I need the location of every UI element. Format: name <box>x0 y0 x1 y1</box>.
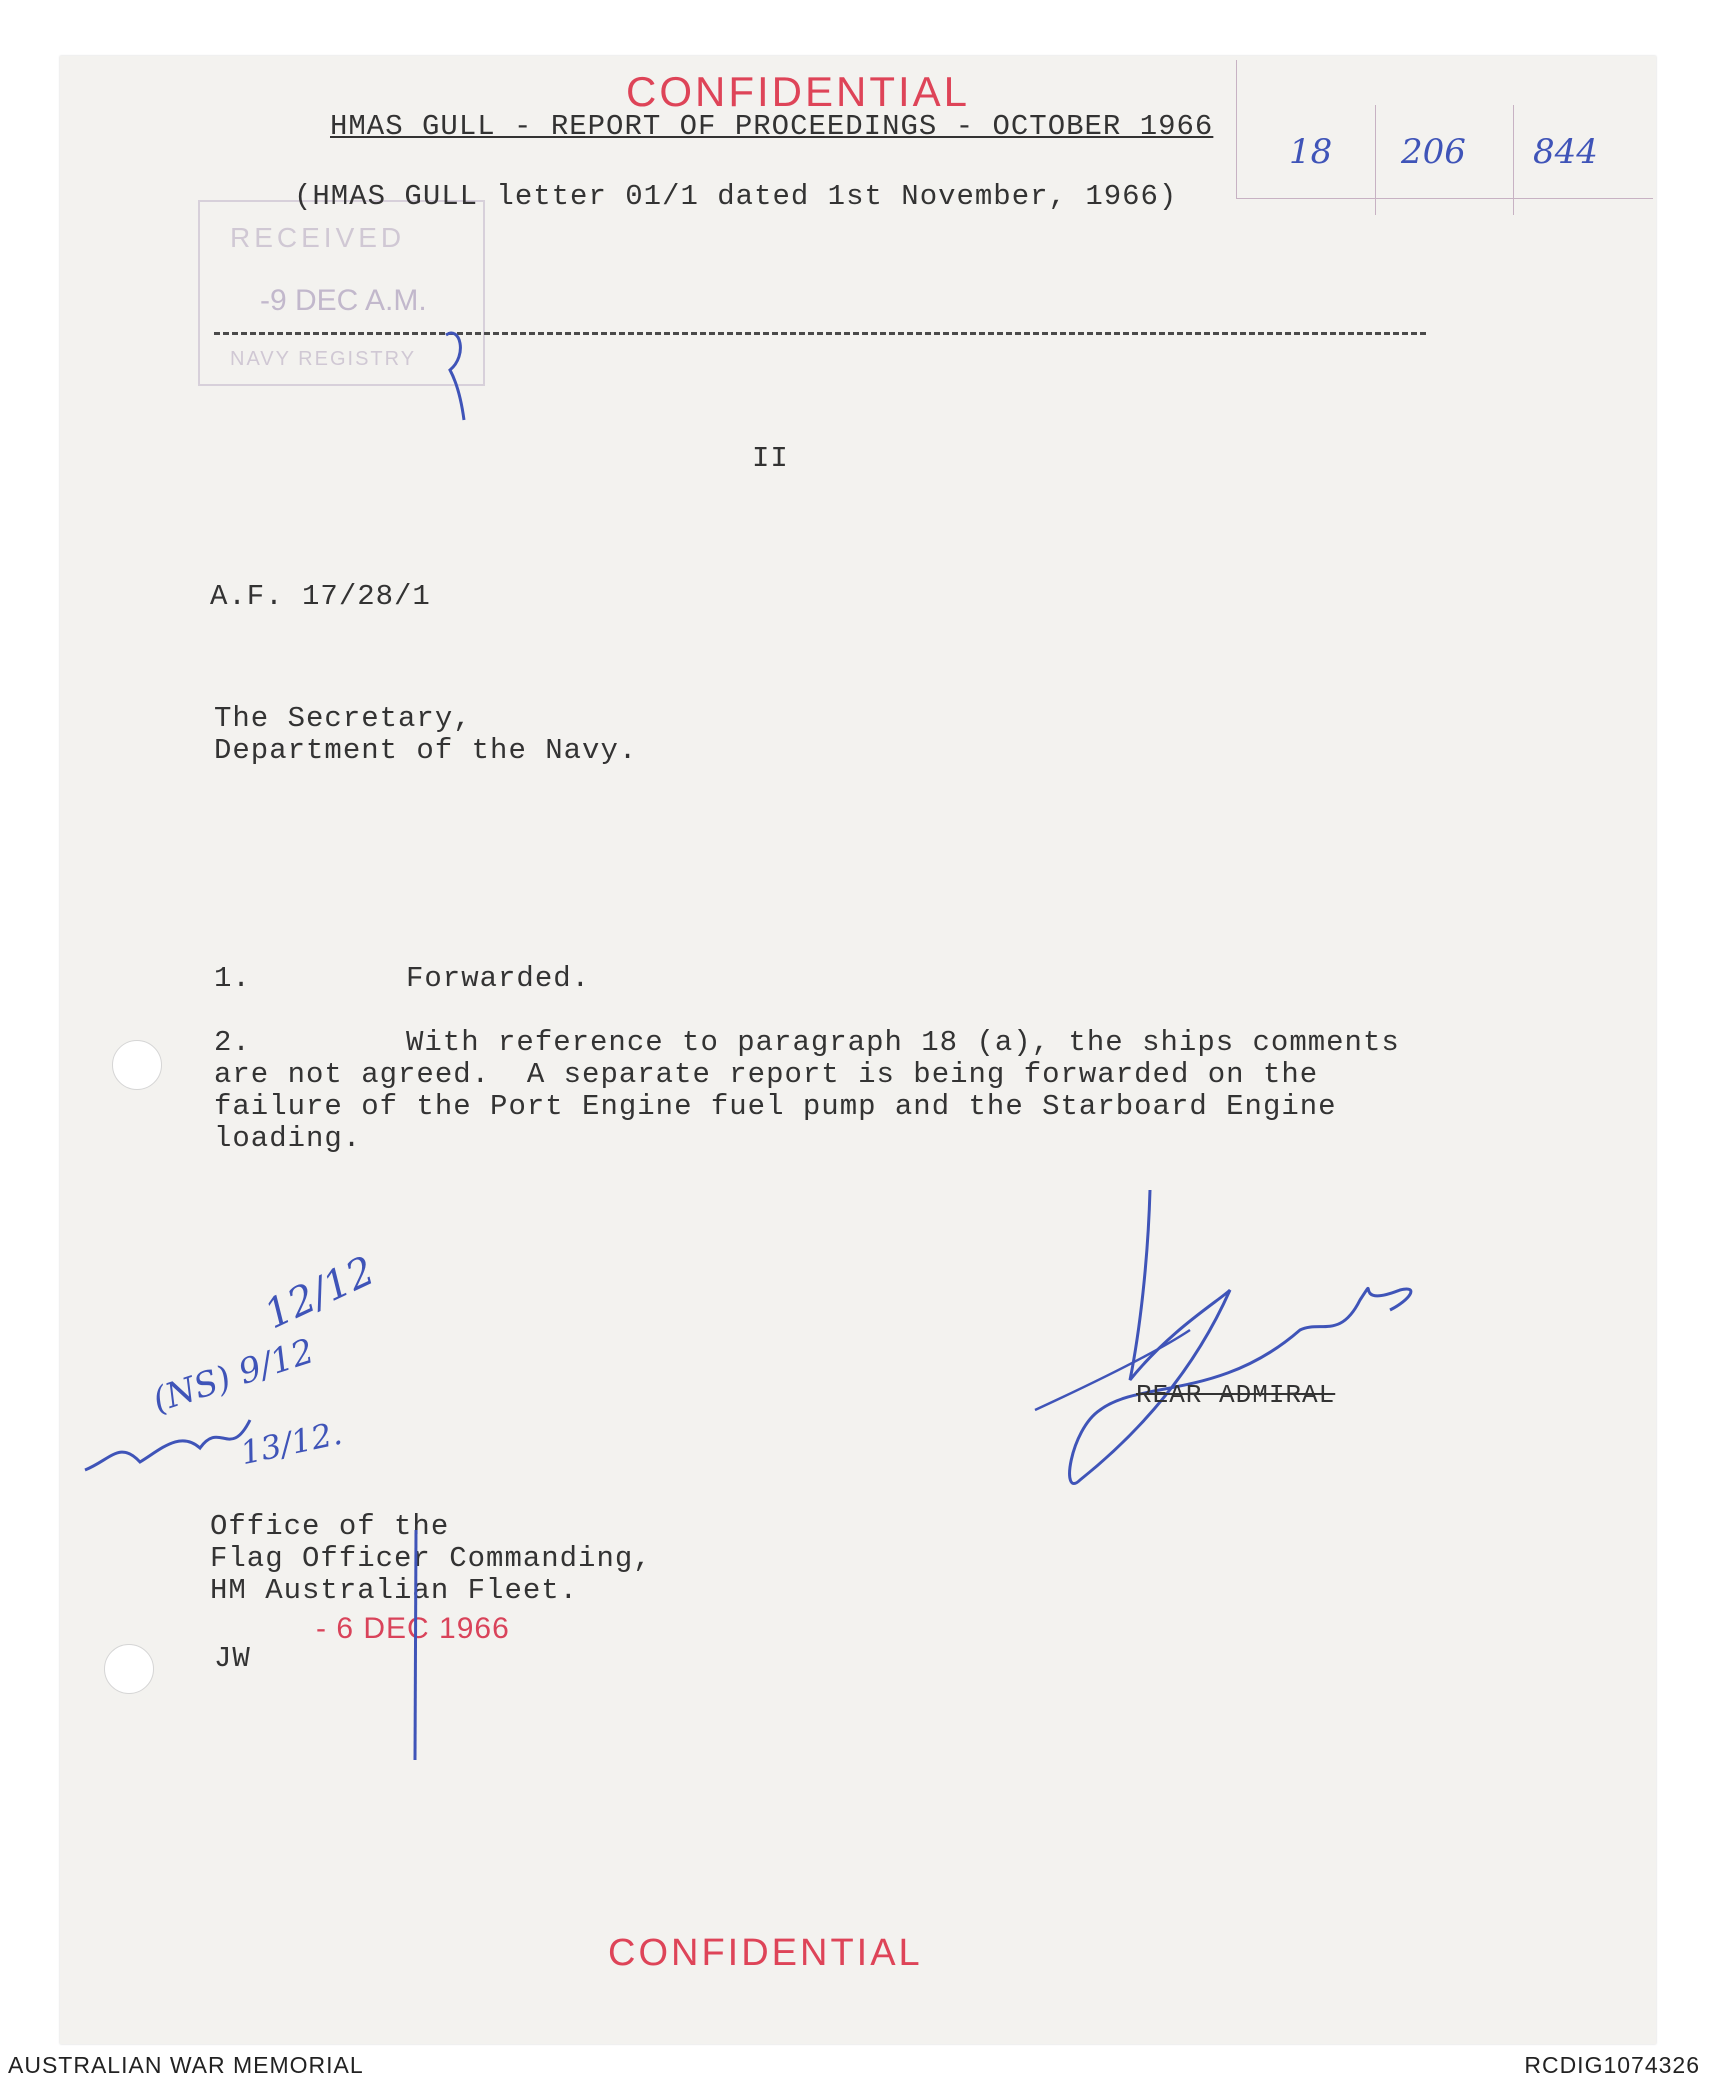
paragraph-2-line: With reference to paragraph 18 (a), the ships comments <box>406 1026 1400 1059</box>
typist-initials: JW <box>214 1642 251 1675</box>
signatory-rank: REAR ADMIRAL <box>1136 1380 1336 1410</box>
confidential-stamp-bottom: CONFIDENTIAL <box>608 1932 923 1974</box>
office-line-3: HM Australian Fleet. <box>210 1574 579 1607</box>
handwritten-annotation-date-3: 13/12. <box>237 1413 346 1473</box>
paragraph-1-text: Forwarded. <box>406 962 591 995</box>
separator-line <box>214 332 1426 335</box>
received-stamp-line-2: -9 DEC A.M. <box>260 284 427 317</box>
minute-number: II <box>752 442 789 475</box>
paragraph-2-line: loading. <box>214 1122 362 1155</box>
handwritten-annotation-date-1: 12/12 <box>257 1247 382 1339</box>
registry-number-2: 206 <box>1401 132 1466 172</box>
registry-divider <box>1375 105 1376 215</box>
paragraph-2-line: failure of the Port Engine fuel pump and the Starboard Engine <box>214 1090 1337 1123</box>
registry-number-1: 18 <box>1289 132 1333 172</box>
handwritten-annotation-date-2: (NS) 9/12 <box>147 1331 319 1421</box>
document-subtitle: (HMAS GULL letter 01/1 dated 1st November, 1966) <box>294 180 1178 213</box>
footer-record-id: RCDIG1074326 <box>1524 2052 1700 2078</box>
registry-divider <box>1513 105 1514 215</box>
footer-archive-name: AUSTRALIAN WAR MEMORIAL <box>8 2052 364 2078</box>
paragraph-2-line: are not agreed. A separate report is being forwarded on the <box>214 1058 1319 1091</box>
handwritten-initials-scribble <box>80 1400 270 1490</box>
punch-hole <box>112 1040 162 1090</box>
received-stamp-line-1: RECEIVED <box>230 222 406 253</box>
addressee-line-1: The Secretary, <box>214 702 472 735</box>
punch-hole <box>104 1644 154 1694</box>
file-reference: A.F. 17/28/1 <box>210 580 431 613</box>
document-title: HMAS GULL - REPORT OF PROCEEDINGS - OCTOBER 1966 <box>330 110 1214 143</box>
date-stamp: - 6 DEC 1966 <box>316 1612 510 1645</box>
confidential-stamp-top: CONFIDENTIAL <box>626 68 971 115</box>
received-stamp-line-3: NAVY REGISTRY <box>230 348 417 370</box>
pen-mark-hook <box>440 325 470 425</box>
paragraph-2-number: 2. <box>214 1026 251 1059</box>
registry-number-box <box>1236 60 1653 199</box>
office-line-2: Flag Officer Commanding, <box>210 1542 652 1575</box>
addressee-line-2: Department of the Navy. <box>214 734 638 767</box>
paragraph-1-number: 1. <box>214 962 251 995</box>
office-line-1: Office of the <box>210 1510 450 1543</box>
registry-number-3: 844 <box>1533 132 1598 172</box>
handwritten-signature <box>1020 1180 1440 1510</box>
pen-mark-line <box>410 1530 422 1760</box>
